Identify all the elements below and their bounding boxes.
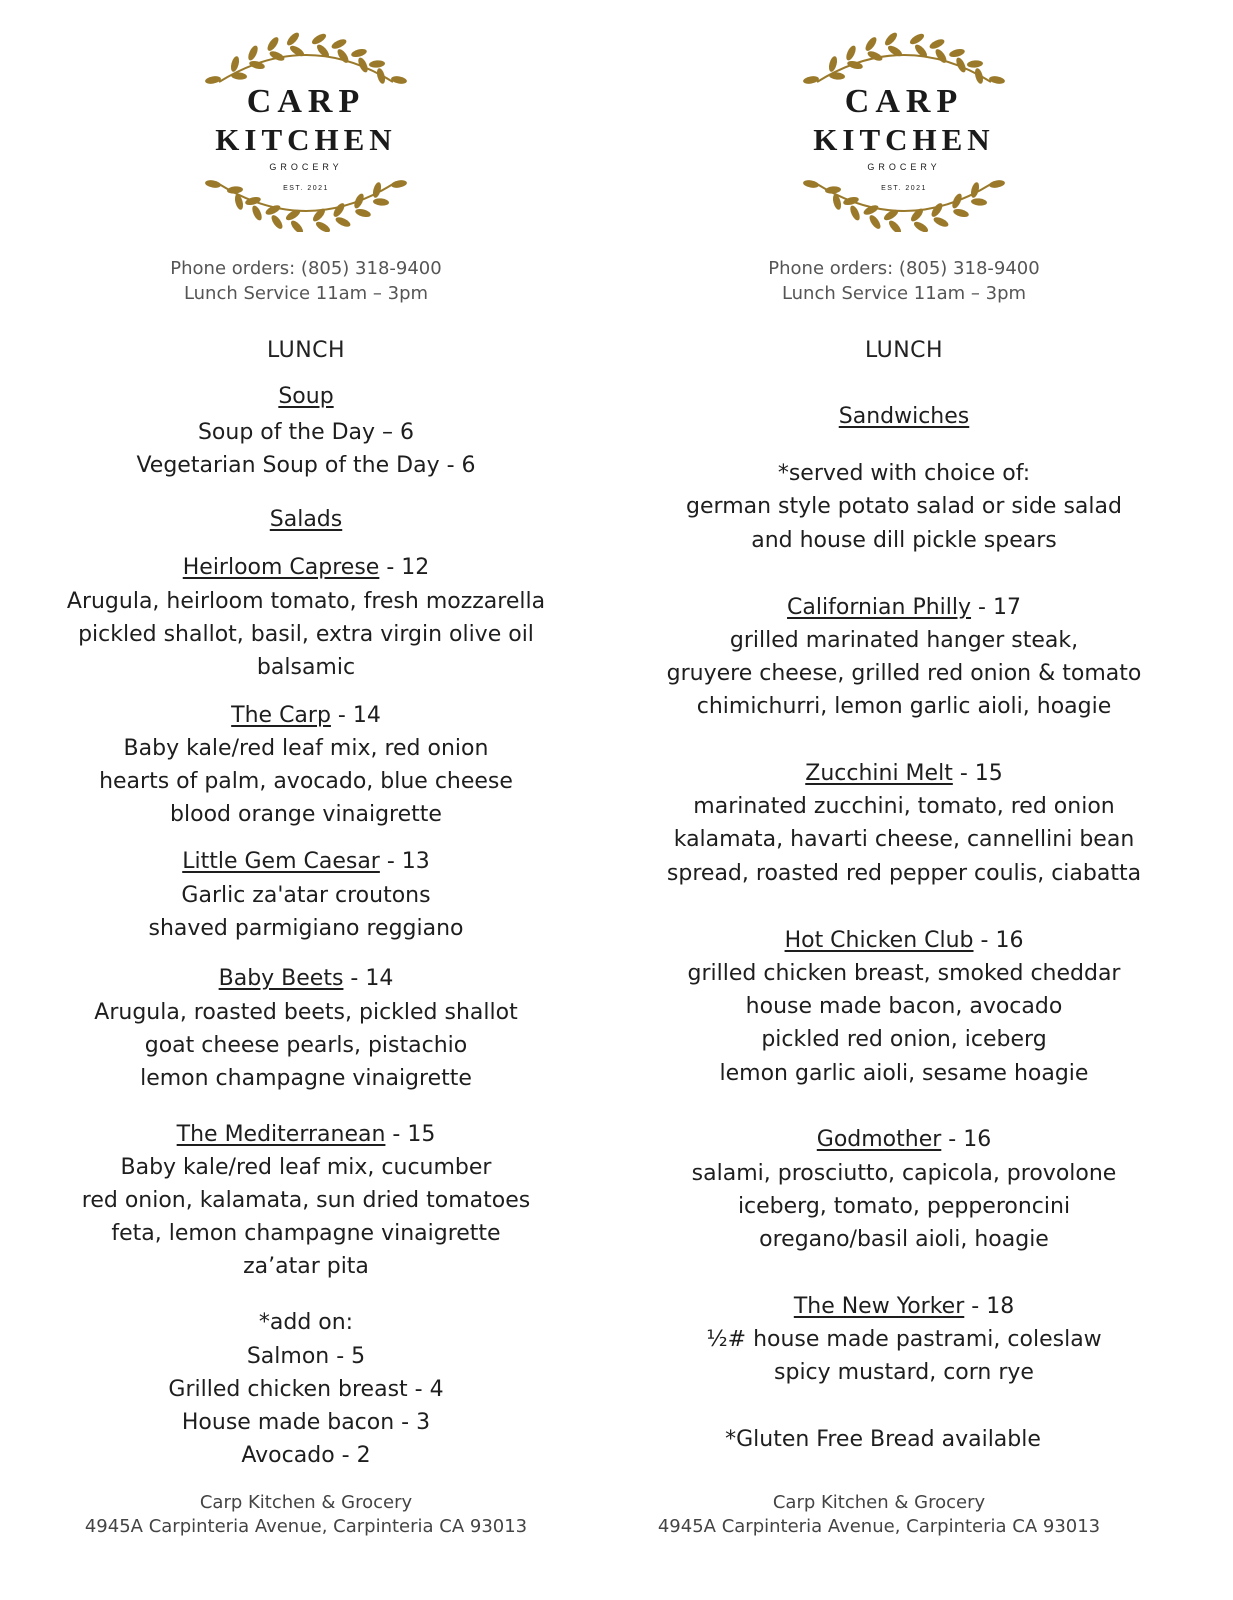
item-price: - 16 <box>973 928 1024 953</box>
carp-kitchen-logo <box>201 32 411 232</box>
item-description: lemon garlic aioli, sesame hoagie <box>719 1061 1089 1086</box>
item-description: kalamata, havarti cheese, cannellini bean <box>673 827 1135 852</box>
item-description: Garlic za'atar croutons <box>181 883 431 908</box>
item-price: - 15 <box>952 761 1003 786</box>
sides-note: and house dill pickle spears <box>751 528 1057 553</box>
footer-business-name: Carp Kitchen & Grocery <box>772 1492 986 1513</box>
phone-orders: Phone orders: (805) 318-9400 <box>768 258 1040 279</box>
item-description: pickled red onion, iceberg <box>761 1027 1047 1052</box>
laurel-top-icon <box>802 32 1005 85</box>
item-name: The New Yorker <box>793 1294 965 1319</box>
lunch-hours: Lunch Service 11am – 3pm <box>781 283 1027 304</box>
item-description: Arugula, heirloom tomato, fresh mozzarella <box>66 589 546 614</box>
addons-heading: *add on: <box>258 1310 354 1335</box>
item-description: marinated zucchini, tomato, red onion <box>693 794 1115 819</box>
carp-kitchen-logo <box>799 32 1009 232</box>
sides-note: german style potato salad or side salad <box>686 494 1122 519</box>
item-description: grilled marinated hanger steak, <box>729 628 1079 653</box>
footer-business-name: Carp Kitchen & Grocery <box>199 1492 413 1513</box>
svg-text:EST. 2021: EST. 2021 <box>881 185 927 192</box>
menu-item-title <box>604 1290 1204 1323</box>
item-name: The Mediterranean <box>176 1122 386 1147</box>
item-price: - 14 <box>330 703 381 728</box>
left-menu-column <box>6 0 606 1600</box>
item-description: Baby kale/red leaf mix, red onion <box>123 736 489 761</box>
item-description: feta, lemon champagne vinaigrette <box>111 1221 501 1246</box>
item-name: Godmother <box>816 1127 942 1152</box>
item-name: Californian Philly <box>787 595 972 620</box>
section-heading-soup: Soup <box>278 384 334 409</box>
item-description: goat cheese pearls, pistachio <box>144 1033 468 1058</box>
item-description: spread, roasted red pepper coulis, ciabatta <box>666 861 1142 886</box>
svg-text:GROCERY: GROCERY <box>867 162 941 172</box>
svg-text:EST. 2021: EST. 2021 <box>283 185 329 192</box>
menu-item-title <box>604 591 1204 624</box>
menu-item-title <box>6 1118 606 1151</box>
item-description: za’atar pita <box>243 1254 369 1279</box>
item-description: iceberg, tomato, pepperoncini <box>737 1194 1071 1219</box>
footer-address: 4945A Carpinteria Avenue, Carpinteria CA 93013 <box>657 1516 1101 1537</box>
item-description: red onion, kalamata, sun dried tomatoes <box>81 1188 531 1213</box>
menu-title: LUNCH <box>864 338 944 363</box>
menu-item-title <box>6 551 606 584</box>
item-description: hearts of palm, avocado, blue cheese <box>99 769 513 794</box>
item-price: - 17 <box>971 595 1021 620</box>
menu-title: LUNCH <box>266 338 346 363</box>
item-description: salami, prosciutto, capicola, provolone <box>691 1161 1117 1186</box>
item-name: The Carp <box>231 703 331 728</box>
svg-text:CARP: CARP <box>246 83 366 120</box>
item-name: Heirloom Caprese <box>182 555 380 580</box>
item-name: Baby Beets <box>218 966 344 991</box>
menu-item-title <box>604 924 1204 957</box>
item-description: Arugula, roasted beets, pickled shallot <box>94 1000 518 1025</box>
item-description: ½# house made pastrami, coleslaw <box>706 1327 1102 1352</box>
item-description: spicy mustard, corn rye <box>774 1360 1034 1385</box>
phone-orders: Phone orders: (805) 318-9400 <box>170 258 442 279</box>
item-name: Little Gem Caesar <box>182 849 380 874</box>
menu-item-title <box>604 1123 1204 1156</box>
soup-item: Vegetarian Soup of the Day - 6 <box>136 453 476 478</box>
item-description: house made bacon, avocado <box>745 994 1063 1019</box>
svg-text:GROCERY: GROCERY <box>269 162 343 172</box>
item-price: - 18 <box>964 1294 1015 1319</box>
gluten-free-note: *Gluten Free Bread available <box>725 1427 1041 1452</box>
svg-text:CARP: CARP <box>844 83 964 120</box>
addon-item: House made bacon - 3 <box>181 1410 431 1435</box>
laurel-top-icon <box>204 32 407 85</box>
lunch-hours: Lunch Service 11am – 3pm <box>183 283 429 304</box>
item-price: - 13 <box>379 849 430 874</box>
item-description: balsamic <box>256 655 356 680</box>
svg-text:KITCHEN: KITCHEN <box>215 122 397 157</box>
item-description: oregano/basil aioli, hoagie <box>759 1227 1049 1252</box>
addon-item: Avocado - 2 <box>241 1443 371 1468</box>
svg-text:KITCHEN: KITCHEN <box>813 122 995 157</box>
soup-item: Soup of the Day – 6 <box>197 420 415 445</box>
section-heading-sandwiches: Sandwiches <box>838 404 970 429</box>
menu-item-title <box>6 845 606 878</box>
item-price: - 12 <box>379 555 430 580</box>
item-description: grilled chicken breast, smoked cheddar <box>687 961 1121 986</box>
item-description: shaved parmigiano reggiano <box>148 916 464 941</box>
item-description: gruyere cheese, grilled red onion & tomato <box>666 661 1142 686</box>
addon-item: Grilled chicken breast - 4 <box>168 1377 444 1402</box>
item-description: pickled shallot, basil, extra virgin olive oil <box>78 622 534 647</box>
menu-item-title <box>6 699 606 732</box>
item-description: Baby kale/red leaf mix, cucumber <box>120 1155 492 1180</box>
sides-note: *served with choice of: <box>777 461 1031 486</box>
item-name: Hot Chicken Club <box>784 928 974 953</box>
menu-item-title <box>604 757 1204 790</box>
item-description: chimichurri, lemon garlic aioli, hoagie <box>696 694 1112 719</box>
menu-item-title <box>6 962 606 995</box>
item-description: lemon champagne vinaigrette <box>140 1066 472 1091</box>
item-price: - 16 <box>941 1127 992 1152</box>
item-description: blood orange vinaigrette <box>170 802 442 827</box>
item-price: - 14 <box>343 966 394 991</box>
right-menu-column <box>604 0 1204 1600</box>
footer-address: 4945A Carpinteria Avenue, Carpinteria CA 93013 <box>84 1516 528 1537</box>
item-price: - 15 <box>385 1122 436 1147</box>
section-heading-salads: Salads <box>269 507 343 532</box>
item-name: Zucchini Melt <box>805 761 953 786</box>
addon-item: Salmon - 5 <box>246 1344 366 1369</box>
